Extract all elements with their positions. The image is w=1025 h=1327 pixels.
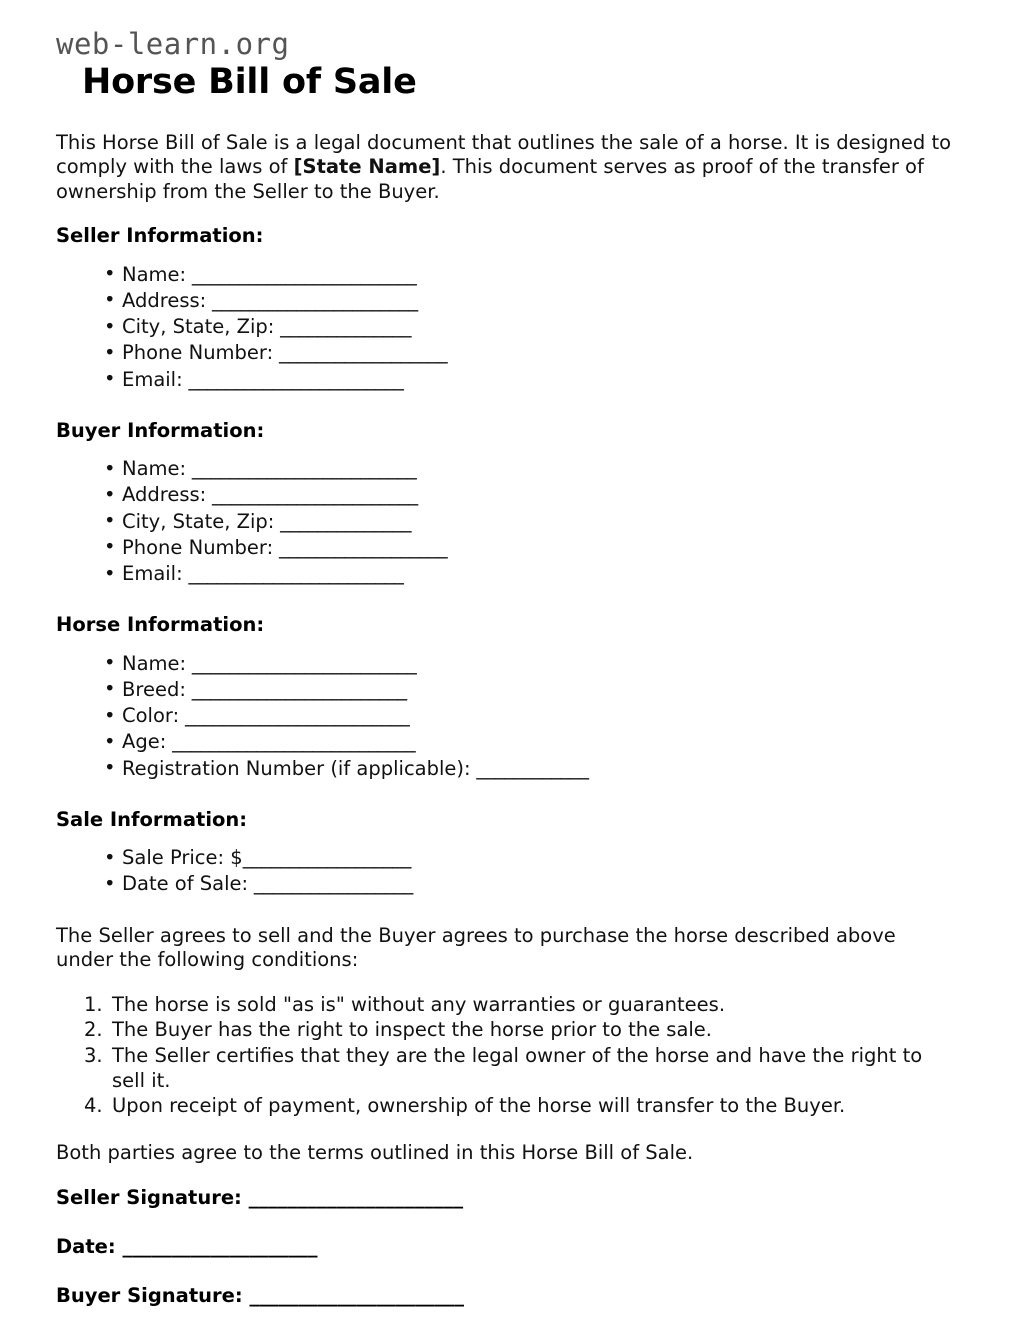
field-label: Phone Number:	[122, 535, 274, 559]
list-item	[104, 288, 955, 314]
field-blank-line: _______________________	[182, 367, 404, 391]
list-item	[104, 845, 955, 871]
list-item	[104, 509, 955, 535]
list-item	[104, 871, 955, 897]
field-label: Email:	[122, 562, 183, 586]
field-label: Name:	[122, 457, 187, 481]
field-label: City, State, Zip:	[122, 509, 275, 533]
field-label: Sale Price: $	[122, 846, 243, 870]
list-item	[104, 340, 955, 366]
field-label: Age:	[122, 730, 167, 754]
field-label: Phone Number:	[122, 341, 274, 365]
field-blank-line: _______________________	[185, 677, 407, 701]
field-label: City, State, Zip:	[122, 315, 275, 339]
field-blank-line: ________________________	[186, 651, 417, 675]
field-blank-line: ______________________	[206, 288, 418, 312]
field-label: Address:	[122, 483, 207, 507]
field-label: Registration Number (if applicable):	[122, 756, 471, 780]
intro-text-part-2: . This document serves as proof of the transfer of ownership from the Seller to the Buyer.	[56, 155, 924, 203]
site-logo: web-learn.org	[56, 27, 290, 61]
seller-signature-line: Seller Signature: ______________________	[56, 1185, 464, 1209]
state-name-placeholder: [State Name]	[293, 155, 441, 179]
field-blank-line: __________________________	[166, 730, 416, 754]
date-line: Date: ____________________	[56, 1234, 318, 1258]
field-label: Address:	[122, 288, 207, 312]
list-item: The horse is sold "as is" without any warranties or guarantees.	[112, 992, 726, 1016]
field-blank-line: __________________	[273, 535, 448, 559]
buyer-field-list	[56, 456, 955, 587]
list-item	[104, 314, 955, 340]
buyer-information-heading: Buyer Information:	[56, 418, 265, 442]
field-blank-line: ________________________	[186, 457, 417, 481]
intro-paragraph	[56, 131, 955, 205]
list-item	[104, 456, 955, 482]
sale-field-list	[56, 845, 955, 897]
list-item	[104, 729, 955, 755]
list-item: Upon receipt of payment, ownership of the horse will transfer to the Buyer.	[112, 1094, 846, 1118]
list-item: The Buyer has the right to inspect the horse prior to the sale.	[112, 1018, 713, 1042]
list-item	[104, 756, 955, 782]
list-item	[104, 367, 955, 393]
field-label: Name:	[122, 262, 187, 286]
sale-information-heading: Sale Information:	[56, 807, 248, 831]
horse-field-list	[56, 651, 955, 782]
field-label: Email:	[122, 367, 183, 391]
intro-text-part-1: This Horse Bill of Sale is a legal document that outlines the sale of a horse. It is designed to comply with the laws of	[56, 130, 952, 179]
field-blank-line: ____________	[470, 756, 589, 780]
list-item	[104, 482, 955, 508]
field-blank-line: _________________	[248, 872, 413, 896]
field-blank-line: __________________	[242, 846, 411, 870]
list-item: The Seller certifies that they are the legal owner of the horse and have the right to sell it.	[112, 1044, 923, 1092]
field-label: Color:	[122, 704, 180, 728]
list-item	[104, 703, 955, 729]
field-blank-line: __________________	[273, 341, 448, 365]
list-item	[104, 561, 955, 587]
list-item	[104, 262, 955, 288]
field-blank-line: ______________________	[206, 483, 418, 507]
field-label: Date of Sale:	[122, 872, 249, 896]
page-title: Horse Bill of Sale	[82, 62, 417, 103]
conditions-list	[56, 993, 955, 1119]
list-item	[104, 651, 955, 677]
seller-field-list	[56, 262, 955, 393]
list-item	[104, 677, 955, 703]
field-label: Breed:	[122, 677, 186, 701]
list-item	[104, 535, 955, 561]
closing-agreement-paragraph: Both parties agree to the terms outlined in this Horse Bill of Sale.	[56, 1140, 694, 1164]
field-label: Name:	[122, 651, 187, 675]
field-blank-line: ______________	[274, 509, 412, 533]
field-blank-line: ________________________	[186, 262, 417, 286]
field-blank-line: _______________________	[182, 562, 404, 586]
field-blank-line: ________________________	[179, 704, 410, 728]
buyer-signature-line: Buyer Signature: ______________________	[56, 1284, 464, 1308]
horse-information-heading: Horse Information:	[56, 613, 265, 637]
seller-information-heading: Seller Information:	[56, 224, 264, 248]
field-blank-line: ______________	[274, 315, 412, 339]
conditions-intro-paragraph: The Seller agrees to sell and the Buyer agrees to purchase the horse described above under the following conditions:	[56, 923, 896, 972]
